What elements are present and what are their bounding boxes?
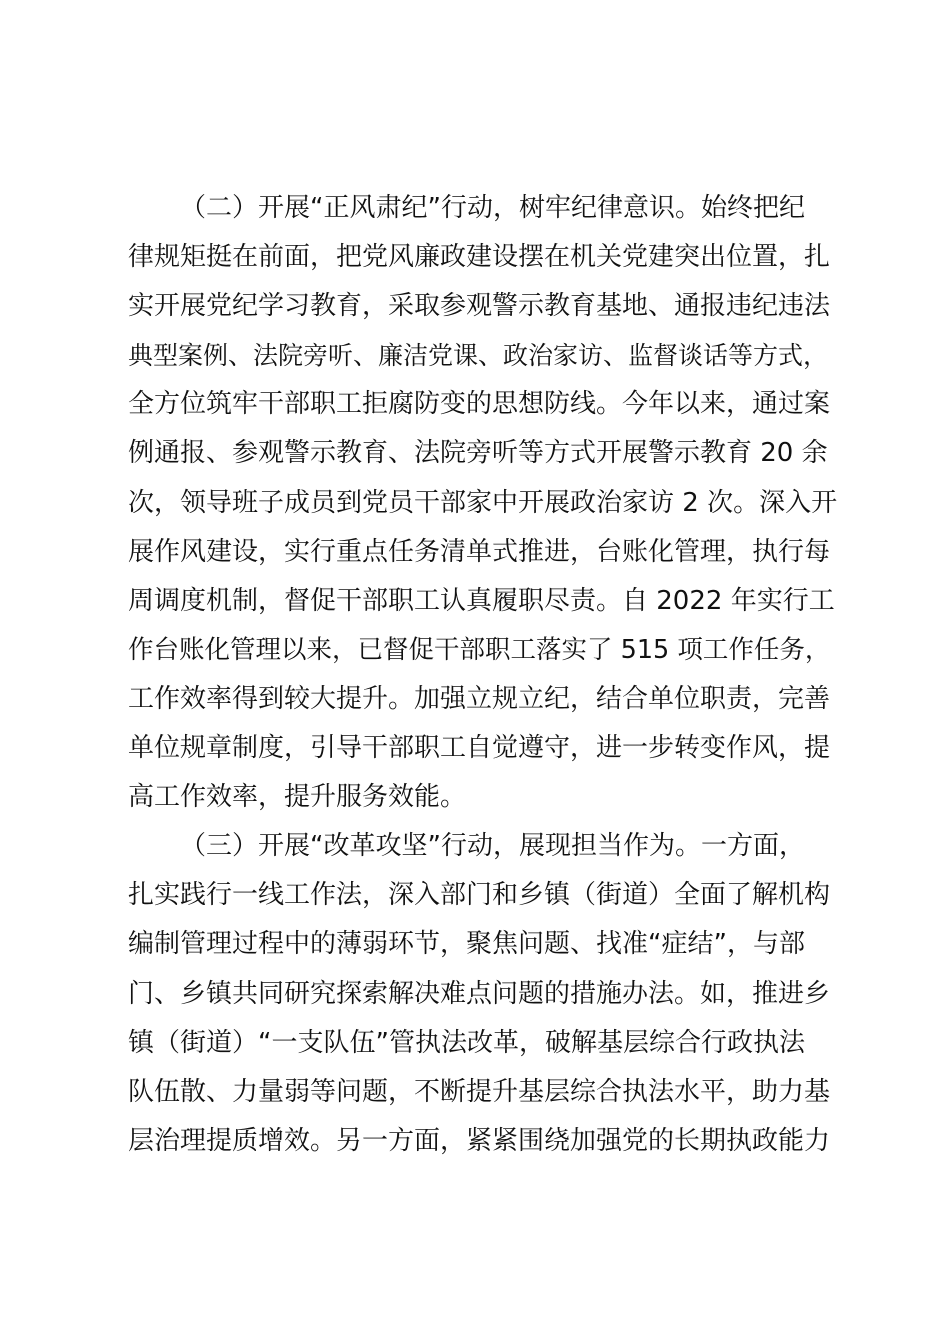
paragraph-line: 全方位筑牢干部职工拒腐防变的思想防线。今年以来，通过案 xyxy=(128,389,831,420)
paragraph-line: （二）开展“正风肃纪”行动，树牢纪律意识。始终把纪 xyxy=(180,193,805,223)
paragraph-line: 镇（街道）“一支队伍”管执法改革，破解基层综合行政执法 xyxy=(128,1027,805,1058)
paragraph-line: 工作效率得到较大提升。加强立规立纪，结合单位职责，完善 xyxy=(128,683,831,714)
paragraph-line: 扎实践行一线工作法，深入部门和乡镇（街道）全面了解机构 xyxy=(128,880,831,911)
paragraph-line: （三）开展“改革攻坚”行动，展现担当作为。一方面， xyxy=(180,831,805,862)
paragraph-line: 单位规章制度，引导干部职工自觉遵守，进一步转变作风，提 xyxy=(128,733,831,764)
paragraph-line: 门、乡镇共同研究探索解决难点问题的措施办法。如，推进乡 xyxy=(128,978,831,1009)
paragraph-line: 队伍散、力量弱等问题，不断提升基层综合执法水平，助力基 xyxy=(128,1076,831,1107)
paragraph-line: 律规矩挺在前面，把党风廉政建设摆在机关党建突出位置，扎 xyxy=(128,242,831,273)
paragraph-line: 例通报、参观警示教育、法院旁听等方式开展警示教育 20 余 xyxy=(128,438,828,469)
paragraph-line: 层治理提质增效。另一方面，紧紧围绕加强党的长期执政能力 xyxy=(128,1125,831,1156)
paragraph-line: 编制管理过程中的薄弱环节，聚焦问题、找准“症结”，与部 xyxy=(128,929,805,960)
paragraph-line: 周调度机制，督促干部职工认真履职尽责。自 2022 年实行工 xyxy=(128,585,835,616)
paragraph-line: 展作风建设，实行重点任务清单式推进，台账化管理，执行每 xyxy=(128,536,831,567)
body-text xyxy=(128,184,838,1166)
paragraph-line: 次，领导班子成员到党员干部家中开展政治家访 2 次。深入开 xyxy=(128,487,838,518)
paragraph-line: 作台账化管理以来，已督促干部职工落实了 515 项工作任务， xyxy=(128,634,831,665)
paragraph-line: 实开展党纪学习教育，采取参观警示教育基地、通报违纪违法 xyxy=(128,291,831,322)
paragraph-line: 高工作效率，提升服务效能。 xyxy=(128,782,467,813)
paragraph-line: 典型案例、法院旁听、廉洁党课、政治家访、监督谈话等方式， xyxy=(128,341,829,371)
